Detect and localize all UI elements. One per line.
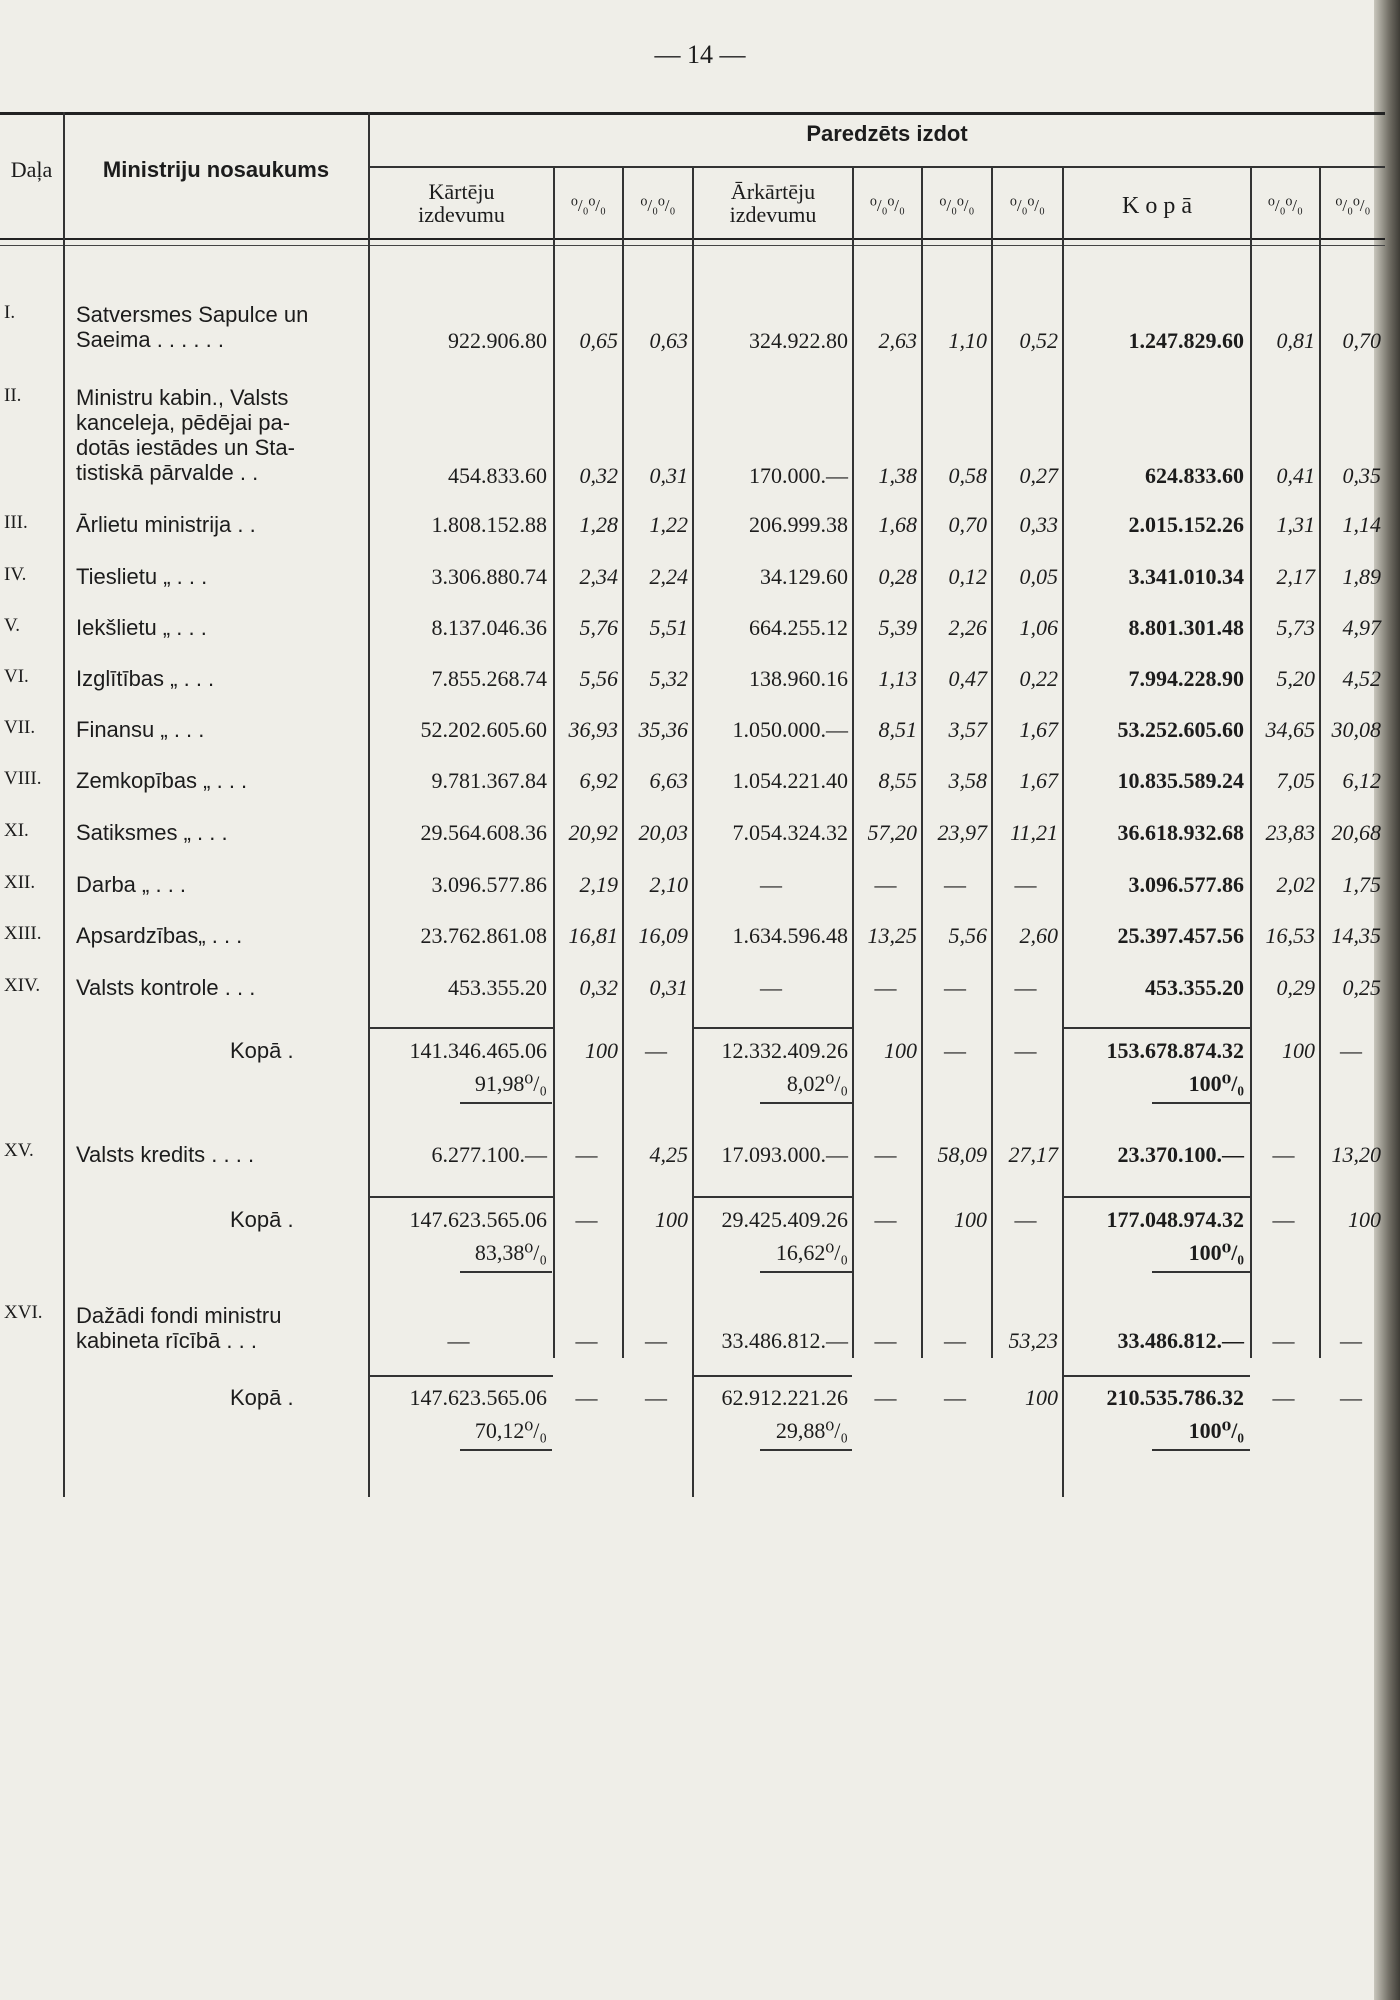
cell-ap3: 27,17: [1008, 1142, 1058, 1167]
cell-t: 36.618.932.68: [1117, 820, 1244, 845]
header-karteju-2: izdevumu: [418, 202, 505, 227]
cell-tp2: 14,35: [1331, 923, 1381, 948]
cell-kp1: 5,76: [579, 615, 618, 640]
cell-ap3: 1,67: [1019, 768, 1058, 793]
total-rule: [368, 1375, 553, 1377]
ministry-name: Dažādi fondi ministru: [76, 1303, 282, 1328]
cell-a: 33.486.812.—: [721, 1328, 848, 1353]
cell-a: 1.054.221.40: [732, 768, 848, 793]
share-arkarteju: 8,02⁰/₀: [786, 1071, 848, 1096]
col-line: [63, 112, 65, 1497]
header-pct: ⁰/₀⁰/₀: [1335, 196, 1371, 215]
cell-ap2: 0,58: [948, 463, 987, 488]
cell-kp2: 100: [655, 1207, 688, 1232]
header-pct: ⁰/₀⁰/₀: [1268, 196, 1303, 215]
cell-a: 324.922.80: [749, 328, 848, 353]
header-group: Paredzēts izdot: [806, 121, 968, 146]
cell-k: 6.277.100.—: [431, 1142, 547, 1167]
ministry-name: Tieslietu „ . . .: [76, 564, 208, 589]
ministry-name: Saeima . . . . . .: [76, 327, 224, 352]
ministry-name: Satversmes Sapulce un: [76, 302, 309, 327]
cell-tp2: 30,08: [1331, 717, 1381, 742]
ministry-name: Finansu „ . . .: [76, 717, 205, 742]
cell-kp1: 0,32: [579, 975, 618, 1000]
cell-ap1: —: [874, 1328, 897, 1353]
cell-kp1: 0,32: [579, 463, 618, 488]
cell-tp1: 0,81: [1276, 328, 1315, 353]
share-karteju: 91,98⁰/₀: [474, 1071, 547, 1096]
cell-ap2: 0,70: [948, 512, 987, 537]
cell-ap1: 1,68: [878, 512, 917, 537]
cell-ap1: 2,63: [878, 328, 917, 353]
cell-kp2: 0,31: [649, 463, 688, 488]
cell-kp2: 0,63: [649, 328, 688, 353]
cell-tp1: 7,05: [1276, 768, 1315, 793]
cell-ap3: —: [1014, 975, 1037, 1000]
ministry-name: Darba „ . . .: [76, 872, 187, 897]
cell-t: 7.994.228.90: [1128, 666, 1244, 691]
total-rule: [1152, 1271, 1250, 1273]
total-rule: [460, 1102, 552, 1104]
header-pct: ⁰/₀⁰/₀: [571, 196, 606, 215]
table-top-rule: [0, 112, 1385, 115]
cell-t: 1.247.829.60: [1128, 328, 1244, 353]
header-pct: ⁰/₀⁰/₀: [870, 196, 905, 215]
cell-k: 3.096.577.86: [431, 872, 547, 897]
cell-ap1: 57,20: [867, 820, 917, 845]
row-number: XVI.: [4, 1302, 43, 1323]
cell-ap3: 0,22: [1019, 666, 1058, 691]
cell-tp1: 34,65: [1265, 717, 1315, 742]
share-arkarteju: 29,88⁰/₀: [775, 1418, 848, 1443]
cell-ap3: —: [1014, 872, 1037, 897]
cell-ap3: 53,23: [1008, 1328, 1058, 1353]
cell-tp1: —: [1272, 1385, 1295, 1410]
cell-ap2: 3,58: [948, 768, 987, 793]
cell-ap2: —: [944, 1038, 966, 1063]
cell-ap1: 1,13: [878, 666, 917, 691]
total-rule: [692, 1375, 852, 1377]
cell-kp2: 6,63: [649, 768, 688, 793]
cell-tp1: 0,41: [1276, 463, 1315, 488]
cell-t: 53.252.605.60: [1117, 717, 1244, 742]
cell-tp2: 0,35: [1342, 463, 1381, 488]
cell-ap2: 23,97: [937, 820, 987, 845]
cell-ap3: —: [1014, 1207, 1037, 1232]
total-rule: [1062, 1027, 1250, 1029]
total-rule: [460, 1271, 552, 1273]
cell-tp1: 0,29: [1276, 975, 1315, 1000]
cell-kp2: —: [645, 1038, 667, 1063]
cell-tp1: 5,20: [1276, 666, 1315, 691]
share-karteju: 70,12⁰/₀: [474, 1418, 547, 1443]
cell-kp1: —: [575, 1142, 598, 1167]
cell-kp2: 1,22: [649, 512, 688, 537]
total-rule: [760, 1449, 852, 1451]
cell-a: 12.332.409.26: [721, 1038, 848, 1063]
total-rule: [1062, 1375, 1250, 1377]
cell-ap2: —: [944, 975, 966, 1000]
col-line: [368, 112, 370, 1497]
total-rule: [460, 1449, 552, 1451]
cell-t: 177.048.974.32: [1106, 1207, 1244, 1232]
ministry-name: kabineta rīcībā . . .: [76, 1328, 257, 1353]
cell-a: —: [760, 872, 782, 897]
cell-ap1: —: [874, 1385, 897, 1410]
cell-tp2: 20,68: [1331, 820, 1381, 845]
cell-ap1: —: [874, 1207, 897, 1232]
cell-tp1: 2,17: [1276, 564, 1315, 589]
cell-k: 9.781.367.84: [431, 768, 547, 793]
page-edge: [1374, 0, 1400, 2000]
total-label: Kopā .: [230, 1385, 294, 1410]
cell-ap2: —: [944, 1385, 966, 1410]
row-number: XIII.: [4, 923, 42, 944]
cell-ap3: 11,21: [1010, 820, 1058, 845]
row-number: XII.: [4, 872, 36, 893]
row-number: I.: [4, 302, 16, 323]
row-number: V.: [4, 615, 21, 636]
ministry-name: Iekšlietu „ . . .: [76, 615, 207, 640]
share-arkarteju: 16,62⁰/₀: [775, 1240, 848, 1265]
cell-ap2: 1,10: [948, 328, 987, 353]
cell-tp2: 0,70: [1342, 328, 1381, 353]
cell-a: 29.425.409.26: [721, 1207, 848, 1232]
ministry-name: Valsts kontrole . . .: [76, 975, 256, 1000]
cell-ap1: —: [874, 975, 897, 1000]
cell-ap1: 8,51: [878, 717, 917, 742]
header-pct: ⁰/₀⁰/₀: [939, 196, 975, 215]
share-total: 100⁰/₀: [1188, 1418, 1244, 1443]
cell-a: 664.255.12: [749, 615, 848, 640]
cell-tp2: 4,97: [1342, 615, 1381, 640]
total-rule: [1152, 1102, 1250, 1104]
cell-ap2: 58,09: [937, 1142, 987, 1167]
cell-ap2: —: [944, 872, 966, 897]
share-total: 100⁰/₀: [1188, 1240, 1244, 1265]
ministry-name: kanceleja, pēdējai pa-: [76, 410, 291, 435]
cell-ap3: —: [1014, 1038, 1037, 1063]
cell-t: 2.015.152.26: [1128, 512, 1244, 537]
cell-ap3: 0,33: [1019, 512, 1058, 537]
cell-k: 3.306.880.74: [431, 564, 547, 589]
row-number: XV.: [4, 1140, 34, 1161]
ministry-name: dotās iestādes un Sta-: [76, 435, 295, 460]
cell-ap2: 100: [954, 1207, 987, 1232]
cell-tp2: 1,75: [1342, 872, 1381, 897]
cell-tp2: 6,12: [1342, 768, 1381, 793]
cell-kp2: 16,09: [638, 923, 688, 948]
row-number: IV.: [4, 564, 27, 585]
cell-tp1: 100: [1282, 1038, 1315, 1063]
cell-tp1: —: [1272, 1328, 1295, 1353]
cell-kp1: 0,65: [579, 328, 618, 353]
cell-ap2: 3,57: [948, 717, 987, 742]
cell-kp1: 5,56: [579, 666, 618, 691]
cell-t: 8.801.301.48: [1128, 615, 1244, 640]
cell-a: 34.129.60: [760, 564, 848, 589]
cell-t: 25.397.457.56: [1117, 923, 1244, 948]
cell-ap3: 1,67: [1019, 717, 1058, 742]
ministry-name: Izglītības „ . . .: [76, 666, 215, 691]
total-rule: [1152, 1449, 1250, 1451]
cell-k: 23.762.861.08: [420, 923, 547, 948]
cell-k: 141.346.465.06: [409, 1038, 547, 1063]
cell-ap3: 0,27: [1019, 463, 1058, 488]
cell-ap1: 13,25: [867, 923, 917, 948]
cell-kp1: 2,19: [579, 872, 618, 897]
cell-kp1: 100: [585, 1038, 618, 1063]
cell-kp2: 5,32: [649, 666, 688, 691]
cell-kp1: —: [575, 1328, 598, 1353]
cell-kp2: 5,51: [649, 615, 688, 640]
cell-kp1: —: [575, 1207, 598, 1232]
total-rule: [1062, 1196, 1250, 1198]
cell-tp2: 1,14: [1342, 512, 1381, 537]
cell-tp2: —: [1340, 1038, 1362, 1063]
cell-a: 7.054.324.32: [732, 820, 848, 845]
cell-k: 29.564.608.36: [420, 820, 547, 845]
cell-kp2: 35,36: [638, 717, 688, 742]
cell-t: 210.535.786.32: [1106, 1385, 1244, 1410]
cell-a: 17.093.000.—: [721, 1142, 848, 1167]
cell-tp1: 16,53: [1265, 923, 1315, 948]
cell-tp2: 100: [1348, 1207, 1381, 1232]
cell-a: 138.960.16: [749, 666, 848, 691]
cell-k: 52.202.605.60: [420, 717, 547, 742]
cell-t: 3.341.010.34: [1128, 564, 1244, 589]
ministry-name: Satiksmes „ . . .: [76, 820, 228, 845]
total-label: Kopā .: [230, 1038, 294, 1063]
total-rule: [368, 1027, 553, 1029]
header-ministry: Ministriju nosaukums: [102, 157, 330, 182]
cell-k: 8.137.046.36: [431, 615, 547, 640]
ministry-name: Ministru kabin., Valsts: [76, 385, 289, 410]
header-kopa: K o p ā: [1122, 193, 1192, 219]
row-number: III.: [4, 512, 28, 533]
cell-kp2: 4,25: [649, 1142, 688, 1167]
total-label: Kopā .: [230, 1207, 294, 1232]
cell-a: 1.634.596.48: [732, 923, 848, 948]
cell-a: 206.999.38: [749, 512, 848, 537]
cell-k: 147.623.565.06: [409, 1385, 547, 1410]
cell-tp2: 13,20: [1331, 1142, 1381, 1167]
cell-ap2: 0,12: [948, 564, 987, 589]
header-karteju-1: Kārtēju: [428, 179, 495, 204]
total-rule: [760, 1102, 852, 1104]
total-rule: [692, 1196, 852, 1198]
ministry-name: Ārlietu ministrija . .: [76, 512, 256, 537]
cell-t: 624.833.60: [1145, 463, 1244, 488]
ministry-name: Apsardzības„ . . .: [76, 923, 243, 948]
cell-k: 1.808.152.88: [431, 512, 547, 537]
cell-ap3: 2,60: [1019, 923, 1058, 948]
cell-ap2: 2,26: [948, 615, 987, 640]
cell-k: 147.623.565.06: [409, 1207, 547, 1232]
header-arkarteju-2: izdevumu: [729, 202, 817, 227]
cell-k: 7.855.268.74: [431, 666, 547, 691]
cell-t: 33.486.812.—: [1117, 1328, 1244, 1353]
cell-tp2: —: [1340, 1328, 1362, 1353]
cell-ap1: —: [874, 1142, 897, 1167]
row-number: VIII.: [4, 768, 42, 789]
cell-tp2: 1,89: [1342, 564, 1381, 589]
row-number: XIV.: [4, 975, 41, 996]
total-rule: [368, 1196, 553, 1198]
cell-kp1: 36,93: [568, 717, 618, 742]
cell-ap3: 1,06: [1019, 615, 1058, 640]
ministry-name: tistiskā pārvalde . .: [76, 460, 259, 485]
cell-kp1: 20,92: [568, 820, 618, 845]
share-karteju: 83,38⁰/₀: [474, 1240, 547, 1265]
cell-ap1: —: [874, 872, 897, 897]
group-underline: [368, 166, 1385, 168]
cell-kp1: 6,92: [579, 768, 618, 793]
cell-tp1: —: [1272, 1142, 1295, 1167]
row-number: XI.: [4, 820, 29, 841]
header-pct: ⁰/₀⁰/₀: [640, 196, 676, 215]
cell-k: 454.833.60: [448, 463, 547, 488]
cell-tp1: 2,02: [1276, 872, 1315, 897]
cell-tp1: 5,73: [1276, 615, 1315, 640]
cell-a: —: [760, 975, 782, 1000]
cell-t: 3.096.577.86: [1128, 872, 1244, 897]
total-rule: [760, 1271, 852, 1273]
header-dala: Daļa: [10, 157, 53, 182]
row-number: II.: [4, 385, 22, 406]
cell-ap1: 5,39: [878, 615, 917, 640]
cell-kp1: —: [575, 1385, 598, 1410]
cell-t: 153.678.874.32: [1106, 1038, 1244, 1063]
total-rule: [692, 1027, 852, 1029]
cell-ap2: 0,47: [948, 666, 987, 691]
cell-k: 922.906.80: [448, 328, 547, 353]
cell-tp2: 0,25: [1342, 975, 1381, 1000]
cell-t: 10.835.589.24: [1117, 768, 1244, 793]
cell-kp2: —: [645, 1328, 667, 1353]
cell-a: 1.050.000.—: [732, 717, 848, 742]
cell-tp2: —: [1340, 1385, 1362, 1410]
row-number: VI.: [4, 666, 29, 687]
cell-ap1: 8,55: [878, 768, 917, 793]
cell-tp1: —: [1272, 1207, 1295, 1232]
ministry-name: Valsts kredits . . . .: [76, 1142, 255, 1167]
cell-tp1: 1,31: [1276, 512, 1315, 537]
cell-kp2: 2,10: [649, 872, 688, 897]
cell-tp1: 23,83: [1265, 820, 1315, 845]
cell-a: 62.912.221.26: [721, 1385, 848, 1410]
cell-k: —: [447, 1328, 470, 1353]
cell-kp1: 2,34: [579, 564, 618, 589]
cell-kp2: 2,24: [649, 564, 688, 589]
cell-ap2: —: [944, 1328, 966, 1353]
cell-ap3: 0,05: [1019, 564, 1058, 589]
cell-ap3: 100: [1025, 1385, 1058, 1410]
share-total: 100⁰/₀: [1188, 1071, 1244, 1096]
cell-kp2: 20,03: [638, 820, 688, 845]
cell-t: 453.355.20: [1145, 975, 1244, 1000]
cell-a: 170.000.—: [749, 463, 848, 488]
header-pct: ⁰/₀⁰/₀: [1010, 196, 1045, 215]
cell-t: 23.370.100.—: [1117, 1142, 1244, 1167]
ministry-name: Zemkopības „ . . .: [76, 768, 248, 793]
cell-kp2: 0,31: [649, 975, 688, 1000]
cell-k: 453.355.20: [448, 975, 547, 1000]
cell-ap1: 1,38: [878, 463, 917, 488]
cell-ap1: 100: [884, 1038, 917, 1063]
cell-ap3: 0,52: [1019, 328, 1058, 353]
header-arkarteju-1: Ārkārtēju: [730, 179, 816, 204]
row-number: VII.: [4, 717, 36, 738]
cell-kp1: 1,28: [579, 512, 618, 537]
cell-ap1: 0,28: [878, 564, 917, 589]
cell-tp2: 4,52: [1342, 666, 1381, 691]
cell-ap2: 5,56: [948, 923, 987, 948]
cell-kp2: —: [645, 1385, 667, 1410]
page-number: — 14 —: [654, 40, 746, 69]
cell-kp1: 16,81: [568, 923, 618, 948]
